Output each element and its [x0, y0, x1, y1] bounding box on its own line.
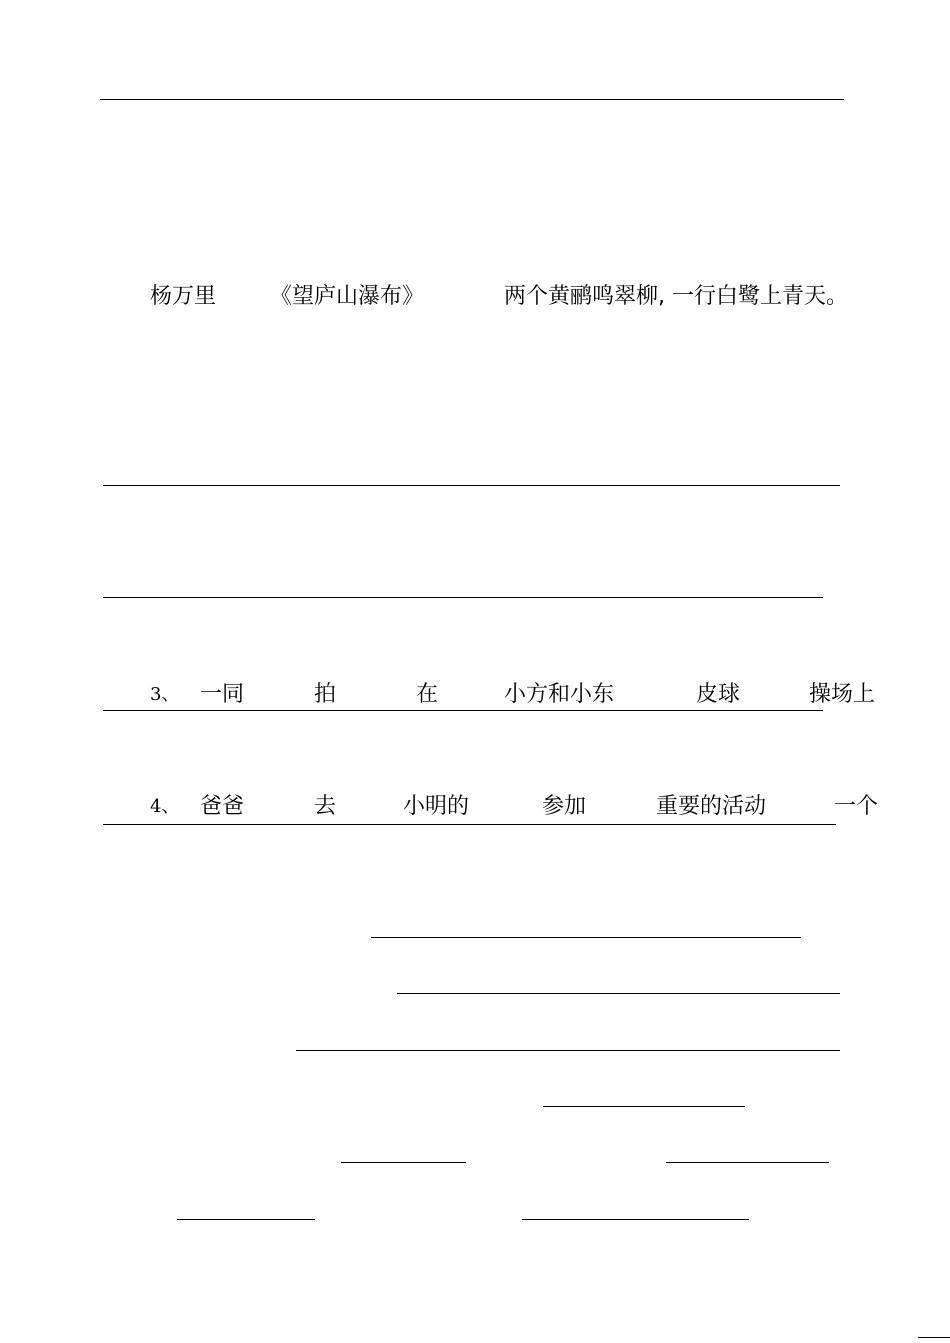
question-3-word-4: 小方和小东: [504, 682, 615, 707]
answer-line-11: [177, 1219, 315, 1220]
answer-line-7: [296, 1050, 840, 1051]
answer-line-8: [543, 1106, 745, 1107]
answer-line-4: [103, 824, 836, 825]
answer-line-top: [100, 99, 844, 100]
poem-author: 杨万里: [150, 284, 217, 309]
answer-line-9: [341, 1162, 466, 1163]
question-4-word-3: 小明的: [403, 794, 470, 819]
poem-title: 《望庐山瀑布》: [270, 284, 425, 309]
edge-line-bottom-right: [918, 1337, 950, 1338]
question-3-number: 3、: [150, 684, 180, 705]
question-4-word-2: 去: [314, 794, 337, 819]
answer-line-10: [666, 1162, 829, 1163]
question-4-word-5: 重要的活动: [656, 794, 767, 819]
answer-line-5: [371, 937, 801, 938]
question-3-word-6: 操场上: [809, 682, 876, 707]
question-4-word-4: 参加: [542, 794, 587, 819]
question-3-word-2: 拍: [314, 682, 337, 707]
question-4-word-1: 爸爸: [200, 794, 245, 819]
answer-line-2: [103, 597, 823, 598]
answer-line-6: [397, 993, 840, 994]
answer-line-3: [103, 710, 823, 711]
question-3-word-5: 皮球: [696, 682, 741, 707]
question-4-word-6: 一个: [834, 794, 879, 819]
answer-line-1: [103, 485, 840, 486]
poem-verse: 两个黄鹂鸣翠柳, 一行白鹭上青天。: [504, 284, 848, 309]
question-3-word-1: 一同: [200, 682, 245, 707]
answer-line-12: [522, 1219, 749, 1220]
question-4-number: 4、: [150, 796, 180, 817]
question-3-word-3: 在: [416, 682, 439, 707]
